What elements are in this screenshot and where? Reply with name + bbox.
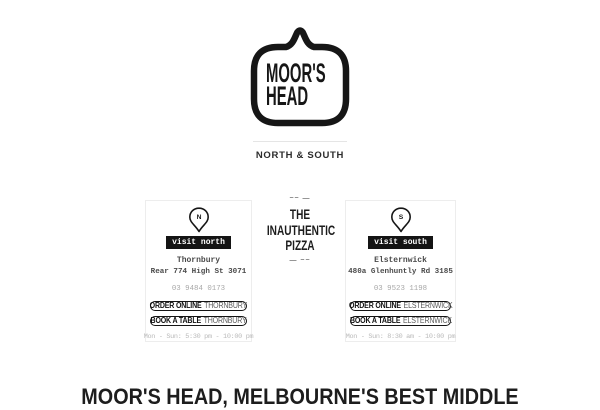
ornament-top: ~~ — bbox=[289, 195, 311, 202]
tagline: NORTH & SOUTH bbox=[255, 150, 345, 161]
logo-line-2: HEAD bbox=[266, 81, 309, 111]
phone-south: 03 9523 1198 bbox=[373, 284, 428, 293]
order-online-thornbury-label: ORDER ONLINE THORNBURY bbox=[149, 300, 248, 310]
center-line-3: PIZZA bbox=[285, 237, 315, 253]
book-a-table-thornbury-button[interactable] bbox=[150, 316, 247, 326]
inauthentic-pizza-heading bbox=[254, 207, 346, 254]
visit-north-link[interactable]: visit north bbox=[166, 236, 231, 249]
header-divider bbox=[253, 141, 347, 142]
pin-letter-south: S bbox=[398, 214, 403, 222]
logo-line-1: MOOR'S bbox=[266, 58, 326, 88]
suburb-north: Thornbury bbox=[176, 255, 221, 265]
visit-south-link[interactable]: visit south bbox=[368, 236, 433, 249]
suburb-south: Elsternwick bbox=[374, 255, 427, 265]
center-line-2: INAUTHENTIC bbox=[266, 221, 336, 238]
order-online-elsternwick-button[interactable] bbox=[348, 300, 453, 311]
book-a-table-elsternwick-label: BOOK A TABLE ELSTERNWICK bbox=[349, 315, 452, 325]
footer-heading bbox=[0, 384, 600, 410]
map-pin-north-icon bbox=[182, 207, 216, 233]
pin-letter-north: N bbox=[196, 214, 201, 222]
hours-north: Mon - Sun: 5:30 pm - 10:00 pm bbox=[143, 333, 254, 342]
location-card-north bbox=[145, 200, 252, 342]
phone-north: 03 9484 0173 bbox=[171, 284, 226, 293]
map-pin-south-icon bbox=[384, 207, 418, 233]
address-south: 480a Glenhuntly Rd 3185 bbox=[348, 267, 453, 276]
address-north: Rear 774 High St 3071 bbox=[150, 267, 247, 276]
center-line-1: THE bbox=[289, 206, 311, 222]
location-card-south bbox=[345, 200, 456, 342]
book-a-table-elsternwick-button[interactable] bbox=[350, 316, 450, 326]
center-tagline-block bbox=[254, 195, 346, 265]
order-online-elsternwick-label: ORDER ONLINE ELSTERNWICK bbox=[348, 300, 453, 310]
order-online-thornbury-button[interactable] bbox=[150, 301, 247, 311]
ornament-bottom: — ~~ bbox=[289, 256, 311, 264]
hours-south: Mon - Sun: 8:30 am - 10:00 pm bbox=[345, 333, 456, 342]
footer-heading-text: MOOR'S HEAD, MELBOURNE'S BEST MIDDLE bbox=[81, 384, 519, 409]
book-a-table-thornbury-label: BOOK A TABLE THORNBURY bbox=[150, 315, 247, 325]
logo-wordmark bbox=[266, 58, 374, 111]
